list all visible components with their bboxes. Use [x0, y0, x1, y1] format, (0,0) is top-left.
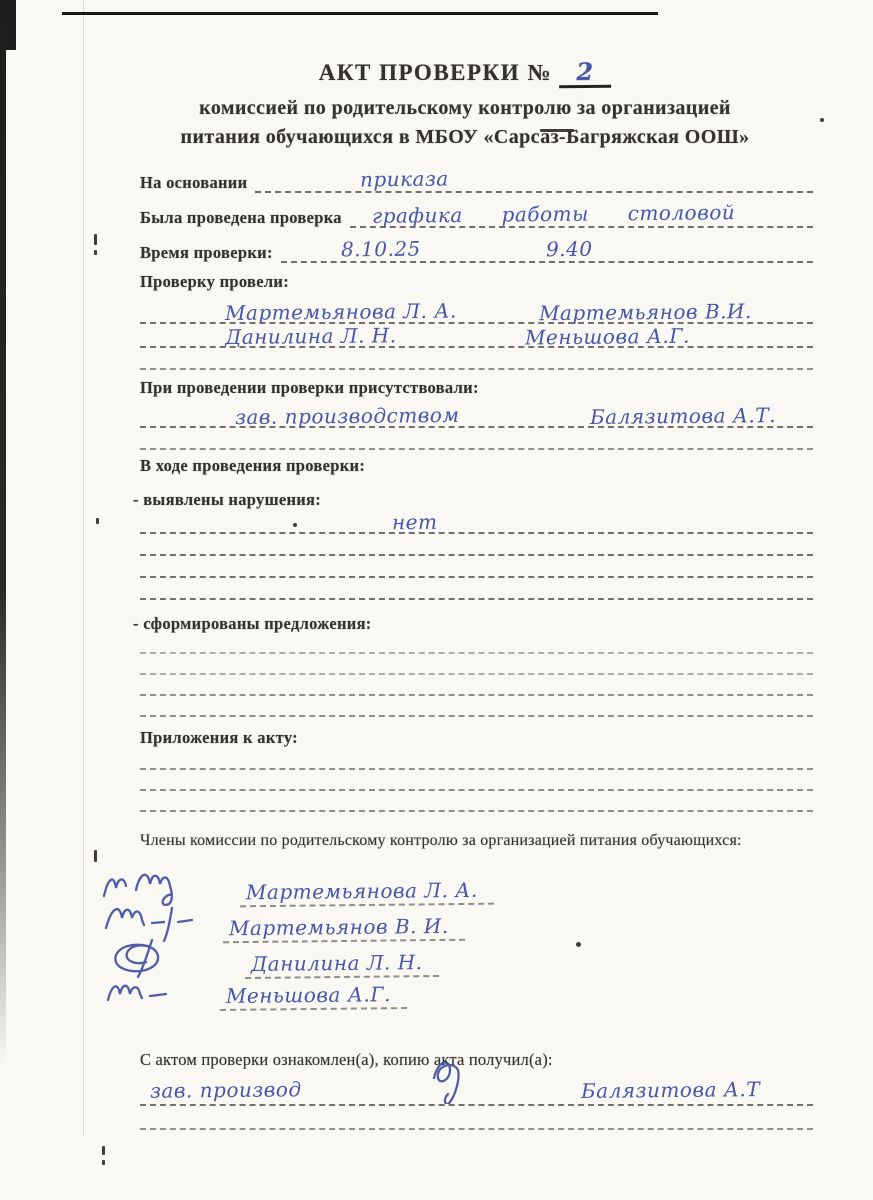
inspector-name: Мартемьянов В.И.	[538, 298, 752, 326]
ink-speck	[94, 234, 97, 245]
member-name: Мартемьянов В. И.	[223, 916, 465, 944]
present-label: При проведении проверки присутствовали:	[140, 378, 479, 397]
present-role: зав. производством	[234, 402, 460, 430]
inspector-name: Данилина Л. Н.	[224, 323, 397, 350]
ruled-line	[140, 673, 813, 696]
field-inspection	[140, 200, 813, 228]
basis-value: приказа	[360, 166, 450, 192]
ruled-line	[140, 1104, 813, 1130]
present-name: Балязитова А.Т.	[589, 403, 776, 429]
member-name: Данилина Л. Н.	[245, 952, 439, 979]
signature-icon	[422, 1052, 486, 1104]
title-block	[120, 56, 810, 152]
time-line	[281, 236, 813, 263]
title-text: АКТ ПРОВЕРКИ №	[318, 60, 552, 85]
inspector-name: Меньшова А.Г.	[524, 323, 691, 350]
ruled-line	[140, 630, 813, 654]
inspection-line	[350, 200, 813, 228]
ruled-line	[140, 789, 813, 812]
paper-fold-line	[83, 0, 84, 1135]
acknowledgment-name: Балязитова А.Т	[580, 1077, 760, 1103]
ink-speck	[102, 1160, 105, 1165]
inspectors-label: Проверку провели:	[140, 272, 290, 291]
ruled-line	[140, 576, 813, 600]
basis-label: На основании	[140, 173, 248, 192]
inspection-label: Была проведена проверка	[140, 208, 342, 227]
ink-speck	[96, 518, 99, 524]
subtitle-line1: комиссией по родительскому контролю за организацией	[199, 97, 731, 119]
violations-label: - выявлены нарушения:	[133, 490, 322, 509]
ink-speck	[576, 942, 581, 947]
violations-value: нет	[391, 509, 438, 535]
acknowledgment-label: С актом проверки ознакомлен(а), копию акта получил(а):	[140, 1050, 553, 1069]
ink-speck	[102, 1146, 105, 1155]
member-name: Меньшова А.Г.	[220, 984, 407, 1011]
ruled-line	[140, 694, 813, 717]
proposals-label: - сформированы предложения:	[133, 614, 372, 633]
inspectors-row1	[140, 294, 813, 324]
present-row	[140, 398, 813, 428]
acknowledgment-row	[140, 1068, 813, 1106]
field-basis	[140, 165, 813, 193]
subtitle-line2: питания обучающихся в МБОУ «Сарсаз-Багряжская ООШ»	[180, 126, 750, 148]
ruled-line	[140, 426, 813, 450]
attachments-label: Приложения к акту:	[140, 728, 298, 747]
violations-row	[140, 508, 813, 534]
time-hour-value: 9.40	[545, 236, 593, 262]
ruled-line	[140, 532, 813, 556]
acknowledgment-role: зав. производ	[149, 1077, 302, 1103]
ruled-line	[140, 768, 813, 791]
scan-top-line	[62, 12, 658, 15]
ink-speck	[94, 850, 97, 862]
ink-speck	[820, 118, 824, 122]
time-label: Время проверки:	[140, 243, 273, 262]
basis-line	[255, 166, 813, 193]
ruled-line	[140, 344, 813, 370]
member-signature-row	[100, 970, 407, 1010]
scan-edge-strip	[0, 0, 6, 1065]
time-date-value: 8.10.25	[340, 236, 421, 262]
ink-speck	[94, 250, 97, 255]
members-label: Члены комиссии по родительскому контролю за организацией питания обучающихся:	[140, 832, 742, 849]
member-name: Мартемьянова Л. А.	[240, 880, 494, 908]
field-time	[140, 235, 813, 263]
signature-icon	[100, 970, 195, 1010]
inspection-value: графика работы столовой	[371, 200, 736, 228]
act-number-value: 2	[559, 60, 611, 89]
during-label: В ходе проведения проверки:	[140, 456, 366, 475]
inspector-name: Мартемьянова Л. А.	[224, 298, 457, 325]
document-title	[120, 56, 810, 88]
ruled-line	[140, 746, 813, 770]
ruled-line	[140, 554, 813, 578]
ruled-line	[140, 652, 813, 675]
